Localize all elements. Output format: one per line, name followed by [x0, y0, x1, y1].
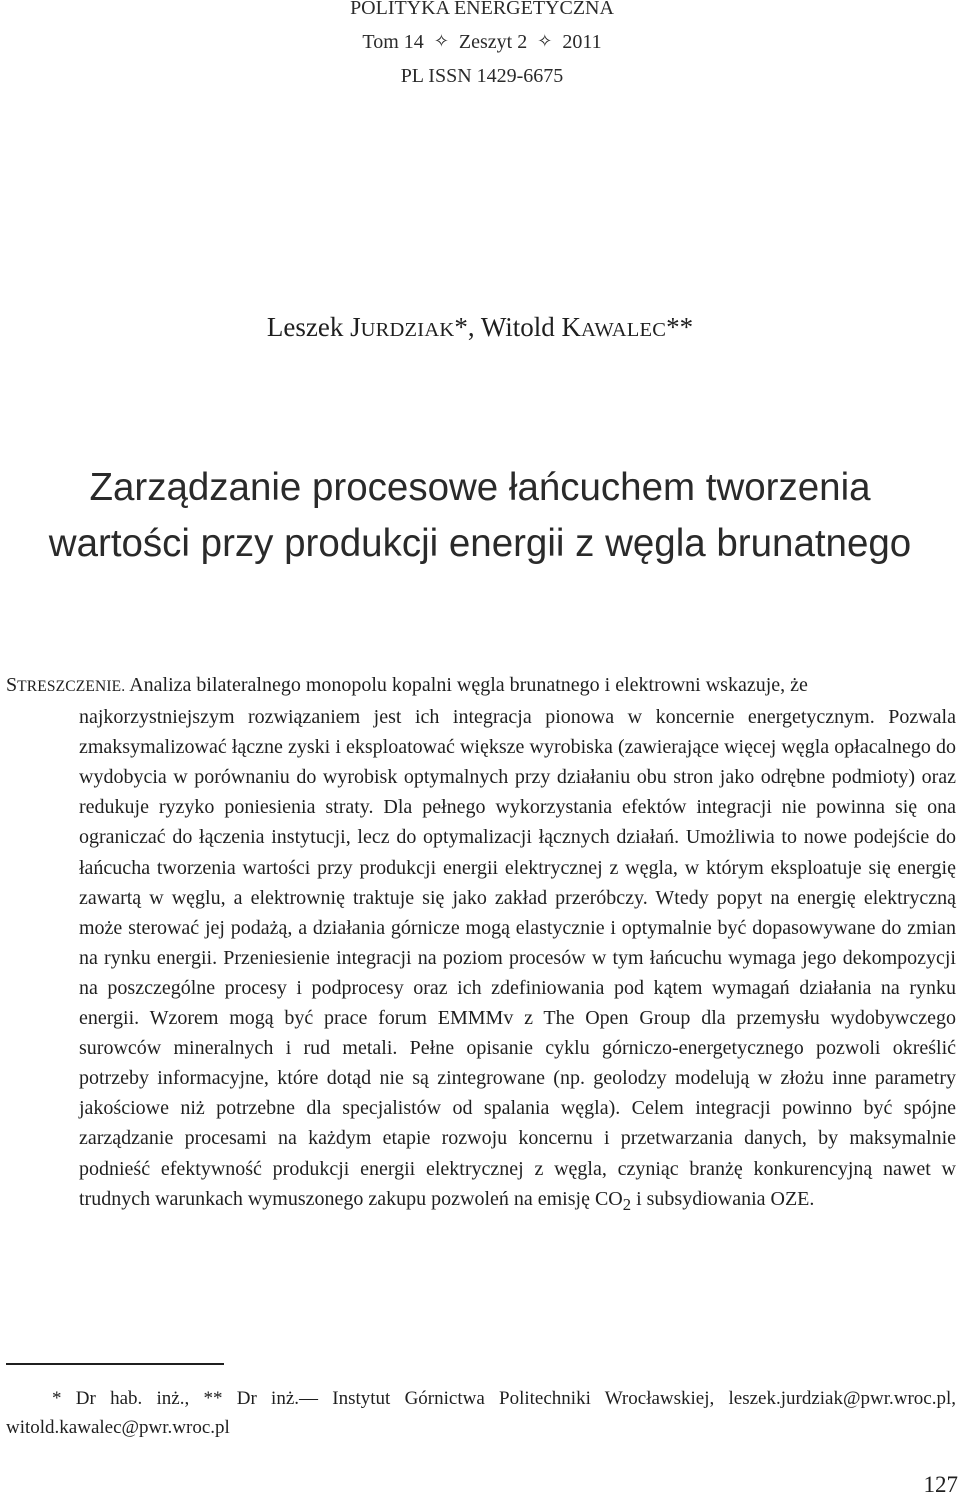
- author-2-given-name: Witold K: [474, 312, 582, 342]
- issue-number: Zeszyt 2: [458, 31, 528, 53]
- separator-glyph: ✧: [537, 31, 553, 51]
- co2-subscript: 2: [622, 1194, 632, 1214]
- abstract-text: najkorzystniejszym rozwiązaniem jest ich integracja pionowa w koncernie energetycznym. Pozwala zmaksymalizować łączne zyski i eksploatować większe wyrobiska (zawierające więcej węgla opłacalnego do wydobycia w porównaniu do wyrobisk optymalnych przy działaniu obu stron jako odrębne podmioty) oraz redukuje ryzyko poniesienia straty. Dla pełnego wykorzystania efektów integracji nie powinna się ona ograniczać do łączenia instytucji, lecz do optymalizacji łącznych działań. Umożliwia to nowe podejście do łańcucha tworzenia wartości przy produkcji energii elektrycznej z węgla, w którym eksploatuje się energię zawartą w węglu, a elektrownię traktuje się jako zakład przeróbczy. Wtedy popyt na energię elektryczną może sterować jej podażą, a działania górnicze mogą elastycznie i optymalnie być dopasowywane do zmian na rynku energii. Przeniesienie integracji na poziom procesów w tym łańcuchu wymaga jego dekompozycji na poszczególne procesy i podprocesy oraz ich zdefiniowania pod kątem wymagań działania na rynku energii. Wzorem mogą być prace forum EMMMv z The Open Group dla przemysłu wydobywczego surowców mineralnych i rud metali. Pełne opisanie cyklu górniczo-energetycznego pozwoli określić potrzeby informacyjne, które dotąd nie są zintegrowane (np. geolodzy modelują w złożu inne parametry jakościowe niż potrzebne dla specjalistów od spalania węgla). Celem integracji powinno być spójne zarządzanie procesami na każdym etapie rozwoju koncernu i przetwarzania danych, by maksymalnie podnieść efektywność produkcji energii elektrycznej z węgla, czyniąc branżę konkurencyjną nawet w trudnych warunkach wymuszonego zakupu pozwoleń na emisję CO: [79, 706, 956, 1210]
- volume-number: Tom 14: [362, 31, 424, 53]
- footnote: [6, 1384, 956, 1442]
- abstract-label-initial: S: [6, 674, 18, 696]
- author-1-given-name: Leszek J: [266, 312, 361, 342]
- journal-name: POLITYKA ENERGETYCZNA: [350, 0, 614, 19]
- footnote-affiliation: * Dr hab. inż., ** Dr inż.— Instytut Górnictwa Politechniki Wrocławskiej, leszek.jurdziak@pwr.wroc.pl,: [52, 1388, 956, 1409]
- footnote-divider: [6, 1363, 224, 1365]
- author-2-mark: **: [666, 312, 694, 342]
- abstract-label-rest: TRESZCZENIE.: [17, 678, 126, 695]
- abstract-body: [79, 702, 956, 1220]
- abstract: [6, 670, 956, 1220]
- issn: PL ISSN 1429-6675: [400, 65, 564, 87]
- authors-line: [0, 312, 960, 343]
- publication-year: 2011: [562, 31, 602, 53]
- separator-glyph: ✧: [433, 31, 449, 51]
- author-2-surname: AWALEC: [581, 319, 667, 341]
- title-line-2: wartości przy produkcji energii z węgla brunatnego: [48, 522, 912, 565]
- title-line-1: Zarządzanie procesowe łańcuchem tworzenia: [89, 466, 871, 509]
- abstract-first-line: Analiza bilateralnego monopolu kopalni węgla brunatnego i elektrowni wskazuje, że: [129, 674, 808, 696]
- abstract-label: [6, 674, 125, 696]
- paper-title: [0, 460, 960, 572]
- author-1-surname: URDZIAK: [360, 319, 455, 341]
- footnote-email: witold.kawalec@pwr.wroc.pl: [6, 1417, 230, 1438]
- author-1-mark: *,: [454, 312, 475, 342]
- abstract-ending: i subsydiowania OZE.: [631, 1187, 815, 1210]
- journal-volume-line: [0, 31, 960, 54]
- page-number: 127: [923, 1472, 958, 1497]
